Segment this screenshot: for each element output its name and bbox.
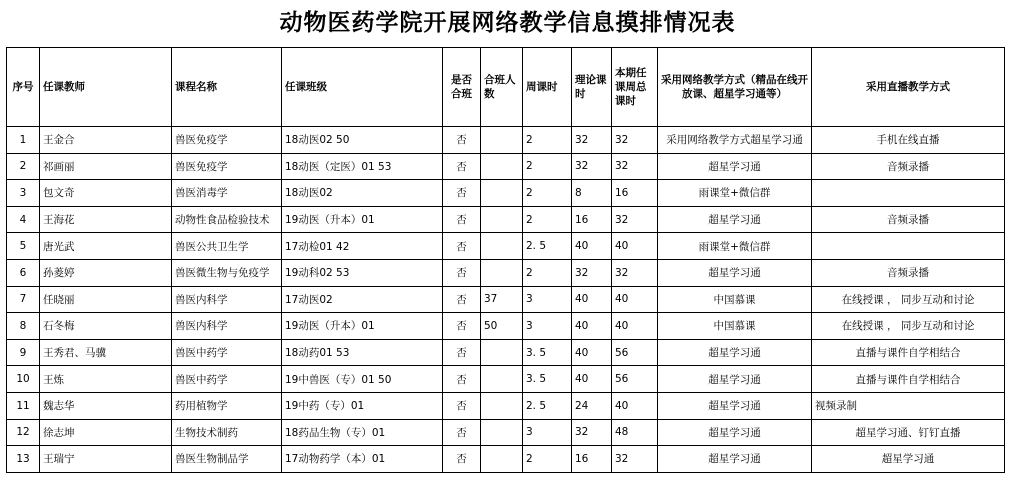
table-row [7, 339, 1005, 366]
cell-course: 动物性食品检验技术 [172, 206, 282, 233]
cell-merged-count [481, 153, 523, 180]
cell-course: 兽医微生物与免疫学 [172, 259, 282, 286]
cell-live-method: 在线授课 ， 同步互动和讨论 [812, 313, 1005, 340]
cell-merged-count [481, 259, 523, 286]
cell-merged-count [481, 419, 523, 446]
cell-merged-count: 50 [481, 313, 523, 340]
cell-live-method: 超星学习通、钉钉直播 [812, 419, 1005, 446]
cell-weekly-hours: 3 [523, 419, 572, 446]
cell-merged-count [481, 180, 523, 207]
header-merged: 是否合班 [443, 48, 481, 127]
cell-class: 19中兽医（专）01 50 [282, 366, 443, 393]
cell-merged-count [481, 206, 523, 233]
cell-period-hours: 40 [612, 286, 658, 313]
cell-class: 18动医02 [282, 180, 443, 207]
cell-course: 兽医免疫学 [172, 153, 282, 180]
cell-weekly-hours: 2 [523, 206, 572, 233]
cell-teacher: 王金合 [40, 127, 172, 154]
cell-teacher: 祁画丽 [40, 153, 172, 180]
cell-teacher: 石冬梅 [40, 313, 172, 340]
cell-merged: 否 [443, 259, 481, 286]
cell-merged: 否 [443, 127, 481, 154]
cell-network-method: 超星学习通 [658, 259, 812, 286]
cell-period-hours: 56 [612, 366, 658, 393]
cell-weekly-hours: 3 [523, 313, 572, 340]
cell-live-method: 音频录播 [812, 153, 1005, 180]
cell-merged-count: 37 [481, 286, 523, 313]
cell-live-method: 手机在线直播 [812, 127, 1005, 154]
cell-merged: 否 [443, 233, 481, 260]
cell-live-method: 在线授课 ， 同步互动和讨论 [812, 286, 1005, 313]
cell-merged: 否 [443, 286, 481, 313]
cell-period-hours: 32 [612, 127, 658, 154]
cell-theory-hours: 32 [572, 153, 612, 180]
cell-weekly-hours: 3. 5 [523, 339, 572, 366]
cell-class: 18药品生物（专）01 [282, 419, 443, 446]
cell-weekly-hours: 3. 5 [523, 366, 572, 393]
table-row [7, 180, 1005, 207]
table-row [7, 313, 1005, 340]
cell-period-hours: 56 [612, 339, 658, 366]
cell-merged: 否 [443, 392, 481, 419]
cell-course: 药用植物学 [172, 392, 282, 419]
cell-teacher: 王秀君、马骥 [40, 339, 172, 366]
header-merged-count: 合班人数 [481, 48, 523, 127]
cell-seq: 3 [7, 180, 40, 207]
cell-network-method: 中国慕课 [658, 313, 812, 340]
cell-course: 生物技术制药 [172, 419, 282, 446]
cell-teacher: 包文奇 [40, 180, 172, 207]
table-row [7, 419, 1005, 446]
cell-seq: 12 [7, 419, 40, 446]
table-row [7, 259, 1005, 286]
cell-seq: 10 [7, 366, 40, 393]
cell-teacher: 魏志华 [40, 392, 172, 419]
header-class: 任课班级 [282, 48, 443, 127]
cell-merged-count [481, 339, 523, 366]
cell-weekly-hours: 2 [523, 446, 572, 473]
header-network-method: 采用网络教学方式（精品在线开放课、超星学习通等） [658, 48, 812, 127]
cell-live-method: 直播与课件自学相结合 [812, 366, 1005, 393]
cell-live-method: 直播与课件自学相结合 [812, 339, 1005, 366]
cell-period-hours: 40 [612, 233, 658, 260]
table-row [7, 153, 1005, 180]
cell-network-method: 超星学习通 [658, 392, 812, 419]
cell-theory-hours: 40 [572, 339, 612, 366]
cell-course: 兽医消毒学 [172, 180, 282, 207]
cell-seq: 11 [7, 392, 40, 419]
cell-theory-hours: 32 [572, 259, 612, 286]
cell-theory-hours: 32 [572, 419, 612, 446]
cell-theory-hours: 24 [572, 392, 612, 419]
cell-class: 17动物药学（本）01 [282, 446, 443, 473]
cell-merged: 否 [443, 419, 481, 446]
cell-network-method: 采用网络教学方式超星学习通 [658, 127, 812, 154]
cell-theory-hours: 40 [572, 313, 612, 340]
cell-network-method: 超星学习通 [658, 419, 812, 446]
cell-theory-hours: 16 [572, 206, 612, 233]
cell-weekly-hours: 3 [523, 286, 572, 313]
table-row [7, 286, 1005, 313]
cell-period-hours: 32 [612, 153, 658, 180]
cell-class: 17动医02 [282, 286, 443, 313]
cell-merged: 否 [443, 180, 481, 207]
table-row [7, 233, 1005, 260]
header-course: 课程名称 [172, 48, 282, 127]
cell-theory-hours: 16 [572, 446, 612, 473]
cell-course: 兽医公共卫生学 [172, 233, 282, 260]
cell-live-method [812, 233, 1005, 260]
cell-course: 兽医内科学 [172, 313, 282, 340]
cell-class: 19中药（专）01 [282, 392, 443, 419]
table-row [7, 206, 1005, 233]
cell-live-method: 超星学习通 [812, 446, 1005, 473]
header-teacher: 任课教师 [40, 48, 172, 127]
cell-network-method: 超星学习通 [658, 366, 812, 393]
table-body [7, 127, 1005, 473]
cell-teacher: 徐志坤 [40, 419, 172, 446]
cell-merged-count [481, 127, 523, 154]
cell-merged-count [481, 233, 523, 260]
cell-merged-count [481, 366, 523, 393]
cell-course: 兽医中药学 [172, 366, 282, 393]
cell-seq: 1 [7, 127, 40, 154]
cell-live-method: 音频录播 [812, 259, 1005, 286]
cell-theory-hours: 40 [572, 286, 612, 313]
cell-course: 兽医生物制品学 [172, 446, 282, 473]
cell-seq: 8 [7, 313, 40, 340]
cell-course: 兽医内科学 [172, 286, 282, 313]
cell-network-method: 中国慕课 [658, 286, 812, 313]
header-weekly-hours: 周课时 [523, 48, 572, 127]
header-period-hours: 本期任课周总课时 [612, 48, 658, 127]
cell-network-method: 超星学习通 [658, 153, 812, 180]
cell-teacher: 王瑞宁 [40, 446, 172, 473]
cell-class: 18动医02 50 [282, 127, 443, 154]
cell-merged-count [481, 392, 523, 419]
cell-class: 19动科02 53 [282, 259, 443, 286]
cell-teacher: 唐光武 [40, 233, 172, 260]
header-theory-hours: 理论课时 [572, 48, 612, 127]
cell-period-hours: 32 [612, 259, 658, 286]
cell-live-method [812, 180, 1005, 207]
info-table [6, 47, 1005, 473]
table-row [7, 366, 1005, 393]
cell-network-method: 雨课堂+微信群 [658, 233, 812, 260]
cell-merged-count [481, 446, 523, 473]
cell-class: 19动医（升本）01 [282, 206, 443, 233]
cell-theory-hours: 40 [572, 366, 612, 393]
cell-seq: 2 [7, 153, 40, 180]
cell-live-method: 视频录制 [812, 392, 1005, 419]
cell-period-hours: 48 [612, 419, 658, 446]
cell-period-hours: 32 [612, 446, 658, 473]
header-live-method: 采用直播教学方式 [812, 48, 1005, 127]
cell-class: 19动医（升本）01 [282, 313, 443, 340]
cell-class: 18动医（定医）01 53 [282, 153, 443, 180]
cell-course: 兽医免疫学 [172, 127, 282, 154]
cell-merged: 否 [443, 339, 481, 366]
page-title: 动物医药学院开展网络教学信息摸排情况表 [279, 9, 736, 36]
table-header [7, 48, 1005, 127]
cell-weekly-hours: 2 [523, 127, 572, 154]
cell-seq: 9 [7, 339, 40, 366]
cell-teacher: 任晓丽 [40, 286, 172, 313]
cell-merged: 否 [443, 446, 481, 473]
cell-weekly-hours: 2 [523, 180, 572, 207]
cell-theory-hours: 32 [572, 127, 612, 154]
cell-course: 兽医中药学 [172, 339, 282, 366]
cell-weekly-hours: 2. 5 [523, 233, 572, 260]
cell-merged: 否 [443, 313, 481, 340]
cell-weekly-hours: 2 [523, 153, 572, 180]
cell-merged: 否 [443, 366, 481, 393]
cell-weekly-hours: 2 [523, 259, 572, 286]
cell-live-method: 音频录播 [812, 206, 1005, 233]
cell-seq: 6 [7, 259, 40, 286]
header-seq: 序号 [7, 48, 40, 127]
cell-merged: 否 [443, 206, 481, 233]
table-row [7, 127, 1005, 154]
cell-seq: 5 [7, 233, 40, 260]
table-row [7, 446, 1005, 473]
cell-network-method: 超星学习通 [658, 446, 812, 473]
cell-theory-hours: 40 [572, 233, 612, 260]
cell-period-hours: 32 [612, 206, 658, 233]
cell-period-hours: 40 [612, 313, 658, 340]
cell-network-method: 超星学习通 [658, 206, 812, 233]
cell-seq: 7 [7, 286, 40, 313]
cell-network-method: 超星学习通 [658, 339, 812, 366]
cell-teacher: 王炼 [40, 366, 172, 393]
cell-network-method: 雨课堂+微信群 [658, 180, 812, 207]
cell-seq: 13 [7, 446, 40, 473]
cell-theory-hours: 8 [572, 180, 612, 207]
cell-seq: 4 [7, 206, 40, 233]
cell-merged: 否 [443, 153, 481, 180]
cell-class: 17动检01 42 [282, 233, 443, 260]
cell-teacher: 孙菱婷 [40, 259, 172, 286]
cell-period-hours: 40 [612, 392, 658, 419]
cell-period-hours: 16 [612, 180, 658, 207]
cell-class: 18动药01 53 [282, 339, 443, 366]
cell-weekly-hours: 2. 5 [523, 392, 572, 419]
table-row [7, 392, 1005, 419]
cell-teacher: 王海花 [40, 206, 172, 233]
